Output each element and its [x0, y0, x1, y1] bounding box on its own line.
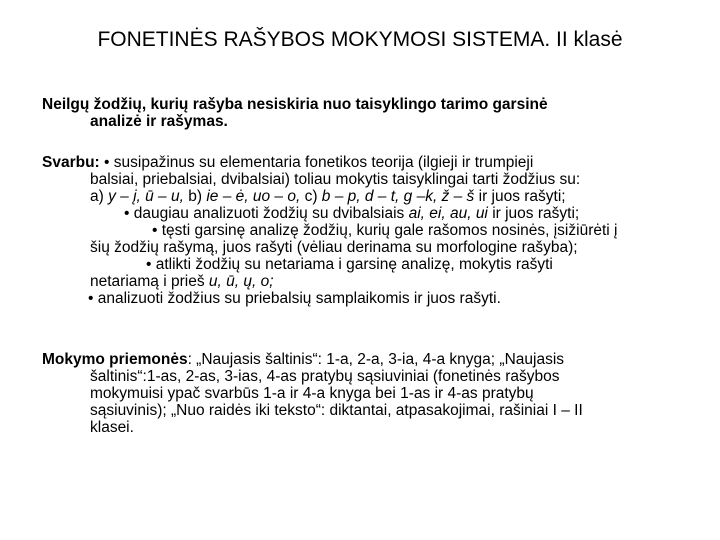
priemones-line-5: klasei. [90, 419, 134, 436]
svarbu-line-6: šių žodžių rašymą, juos rašyti (vėliau derinama su morfologine rašyba); [90, 239, 578, 256]
priemones-paragraph [42, 351, 682, 436]
svarbu-line-4: • daugiau analizuoti žodžių su dvibalsiais ai, ei, au, ui ir juos rašyti; [124, 205, 580, 222]
priemones-line-1: : „Naujasis šaltinis“: 1-a, 2-a, 3-ia, 4-a knyga; „Naujasis [187, 351, 565, 368]
svarbu-line-3: a) y – į, ū – u, b) ie – ė, uo – o, c) b – p, d – t, g –k, ž – š ir juos rašyti; [90, 188, 566, 205]
svarbu-line-9: • analizuoti žodžius su priebalsių samplaikomis ir juos rašyti. [88, 290, 501, 307]
priemones-line-3: mokymuisi ypač svarbūs 1-a ir 4-a knyga bei 1-as ir 4-as pratybų [90, 385, 534, 402]
priemones-line-4: sąsiuvinis); „Nuo raidės iki teksto“: diktantai, atpasakojimai, rašiniai I – II [90, 402, 583, 419]
svarbu-line-5: • tęsti garsinę analizę žodžių, kurių gale rašomos nosinės, įsižiūrėti į [152, 222, 618, 239]
svarbu-line-1: • susipažinus su elementaria fonetikos teorija (ilgieji ir trumpieji [104, 154, 534, 171]
page-title: FONETINĖS RAŠYBOS MOKYMOSI SISTEMA. II klasė [97, 28, 623, 51]
intro-line-1: Neilgų žodžių, kurių rašyba nesiskiria nuo taisyklingo tarimo garsinė [42, 96, 548, 113]
svarbu-line-2: balsiai, priebalsiai, dvibalsiai) toliau mokytis taisyklingai tarti žodžius su: [90, 171, 581, 188]
svarbu-line-8: netariamą i prieš u, ū, ų, o; [90, 273, 274, 290]
intro-paragraph [42, 96, 682, 130]
intro-line-2: analizė ir rašymas. [90, 113, 228, 130]
svarbu-label: Svarbu: [42, 154, 100, 171]
svarbu-paragraph [42, 154, 682, 307]
svarbu-line-7: • atlikti žodžių su netariama i garsinę analizę, mokytis rašyti [146, 256, 553, 273]
priemones-label: Mokymo priemonės [42, 351, 188, 368]
priemones-line-2: šaltinis“:1-as, 2-as, 3-ias, 4-as pratybų sąsiuviniai (fonetinės rašybos [90, 368, 560, 385]
